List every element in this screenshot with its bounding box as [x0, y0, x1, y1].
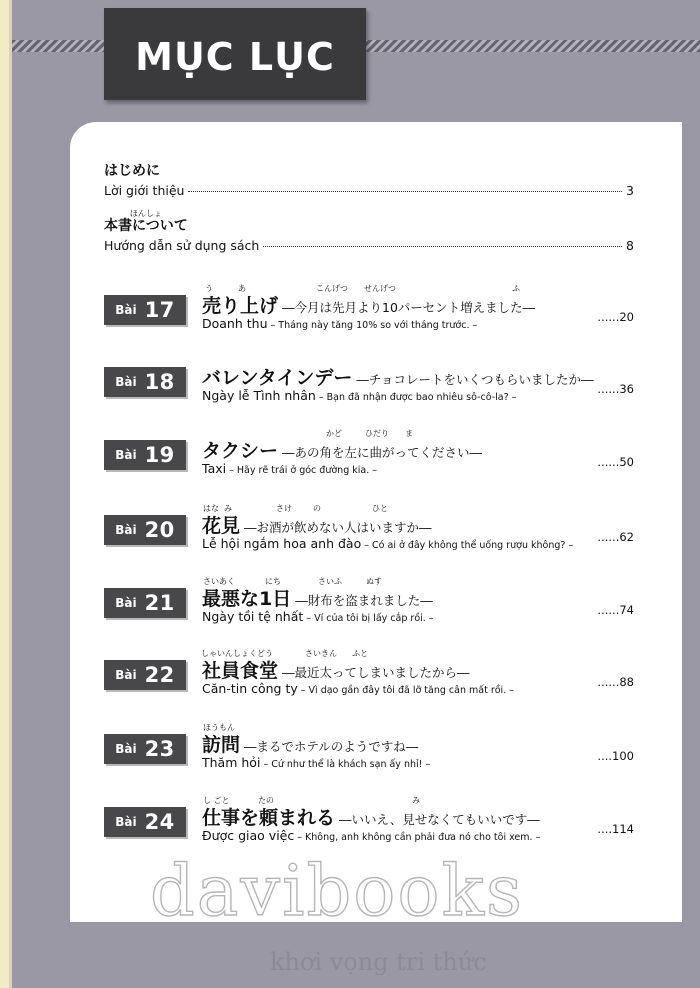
lesson-jp-subtitle: ―最近太ってしまいましたから― — [282, 665, 470, 680]
lesson-jp-title: 社員食堂 — [202, 660, 279, 682]
intro-vn-title: Hướng dẫn sử dụng sách — [104, 238, 260, 253]
lesson-jp-subtitle: ―あの角を左に曲がってください― — [282, 445, 483, 460]
lesson-vn-line: Lễ hội ngắm hoa anh đào – Có ai ở đây không thể uống rượu không? – — [202, 536, 574, 551]
lesson-jp-title: 仕事を頼まれる — [202, 807, 336, 829]
lesson-jp-title: 訪問 — [202, 734, 241, 756]
lesson-vn-line: Taxi – Hãy rẽ trái ở góc đường kia. – — [202, 461, 377, 476]
lesson-badge: Bài 19 — [104, 440, 186, 470]
furigana-l20: はな み さけ の ひと — [203, 504, 388, 513]
lesson-page-number: ....114 — [597, 822, 634, 836]
lesson-badge: Bài 20 — [104, 515, 186, 545]
lesson-page-number: ......62 — [597, 530, 634, 544]
lesson-jp-subtitle: ―お酒が飲めない人はいますか― — [244, 520, 432, 535]
lesson-page-number: ......20 — [597, 310, 634, 324]
lesson-page-number: ......50 — [597, 455, 634, 469]
lesson-entry-18[interactable] — [104, 357, 634, 407]
lesson-badge: Bài 17 — [104, 295, 186, 325]
lesson-title — [202, 363, 594, 390]
lesson-badge: Bài 22 — [104, 660, 186, 690]
lesson-badge: Bài 18 — [104, 367, 186, 397]
lesson-page-number: ......88 — [597, 675, 634, 689]
intro-vn-title: Lời giới thiệu — [104, 183, 185, 198]
lesson-vn-line: Ngày tồi tệ nhất – Ví của tôi bị lấy cắp rồi. – — [202, 609, 434, 624]
dot-leader — [188, 190, 622, 192]
lesson-badge: Bài 21 — [104, 588, 186, 618]
lesson-jp-subtitle: ―まるでホテルのようですね― — [244, 739, 419, 754]
intro-page-number: 3 — [626, 183, 634, 198]
lesson-jp-title: 最悪な1日 — [202, 588, 292, 610]
lesson-title — [202, 291, 535, 318]
lesson-jp-subtitle: ―いいえ、見せなくてもいいです― — [339, 812, 540, 827]
lesson-vn-line: Được giao việc – Không, anh không cần phải đưa nó cho tôi xem. – — [202, 828, 541, 843]
lesson-jp-subtitle: ―財布を盗まれました― — [295, 593, 433, 608]
lesson-badge: Bài 23 — [104, 734, 186, 764]
lesson-title — [202, 803, 540, 830]
furigana-l21: さいあく にち さいふ ぬす — [203, 577, 382, 586]
watermark-logo: davibooks — [150, 850, 524, 932]
lesson-vn-line: Thăm hỏi – Cứ như thể là khách sạn ấy nhỉ! – — [202, 755, 431, 770]
page-title: MỤC LỤC — [135, 35, 335, 79]
lesson-vn-line: Ngày lễ Tình nhân – Bạn đã nhận được bao nhiêu sô-cô-la? – — [202, 388, 517, 403]
lesson-jp-subtitle: ―チョコレートをいくつもらいましたか― — [356, 372, 594, 387]
furigana-l22: しゃいんしょくどう さいきん ふと — [201, 649, 368, 658]
lesson-badge: Bài 24 — [104, 807, 186, 837]
lesson-page-number: ......36 — [597, 382, 634, 396]
title-banner — [104, 8, 366, 100]
intro-jp-title: ほんしょ 本書について — [104, 209, 188, 234]
book-spine-shadow — [9, 0, 12, 988]
lesson-vn-line: Căn-tin công ty – Vì dạo gần đây tôi đã lỡ tăng cân mất rồi. – — [202, 681, 514, 696]
book-spine — [0, 0, 9, 988]
lesson-vn-line: Doanh thu – Tháng này tăng 10% so với tháng trước. – — [202, 316, 478, 331]
furigana-l19: かど ひだり ま — [326, 429, 413, 438]
furigana-l23: ほうもん — [203, 723, 235, 732]
lesson-title — [202, 584, 433, 611]
watermark-slogan: khơi vọng tri thức — [270, 948, 487, 976]
intro-page-number: 8 — [626, 238, 634, 253]
lesson-jp-title: 売り上げ — [202, 295, 279, 317]
lesson-title — [202, 656, 470, 683]
intro-jp-title: はじめに — [104, 163, 160, 179]
lesson-jp-title: バレンタインデー — [202, 367, 353, 389]
intro-entry-hajimeni[interactable] — [104, 163, 634, 198]
intro-entry-honsho[interactable] — [104, 209, 634, 253]
lesson-title — [202, 436, 482, 463]
dot-leader — [263, 245, 622, 247]
lesson-jp-subtitle: ―今月は先月より10パーセント増えました― — [282, 300, 536, 315]
lesson-jp-title: 花見 — [202, 515, 241, 537]
lesson-page-number: ......74 — [597, 603, 634, 617]
lesson-page-number: ....100 — [597, 749, 634, 763]
furigana-l24: し ごと たの み — [203, 796, 420, 805]
furigana-l17: う あ こんげつ せんげつ ふ — [205, 284, 520, 293]
lesson-jp-title: タクシー — [202, 440, 279, 462]
lesson-title — [202, 511, 432, 538]
lesson-title — [202, 730, 418, 757]
